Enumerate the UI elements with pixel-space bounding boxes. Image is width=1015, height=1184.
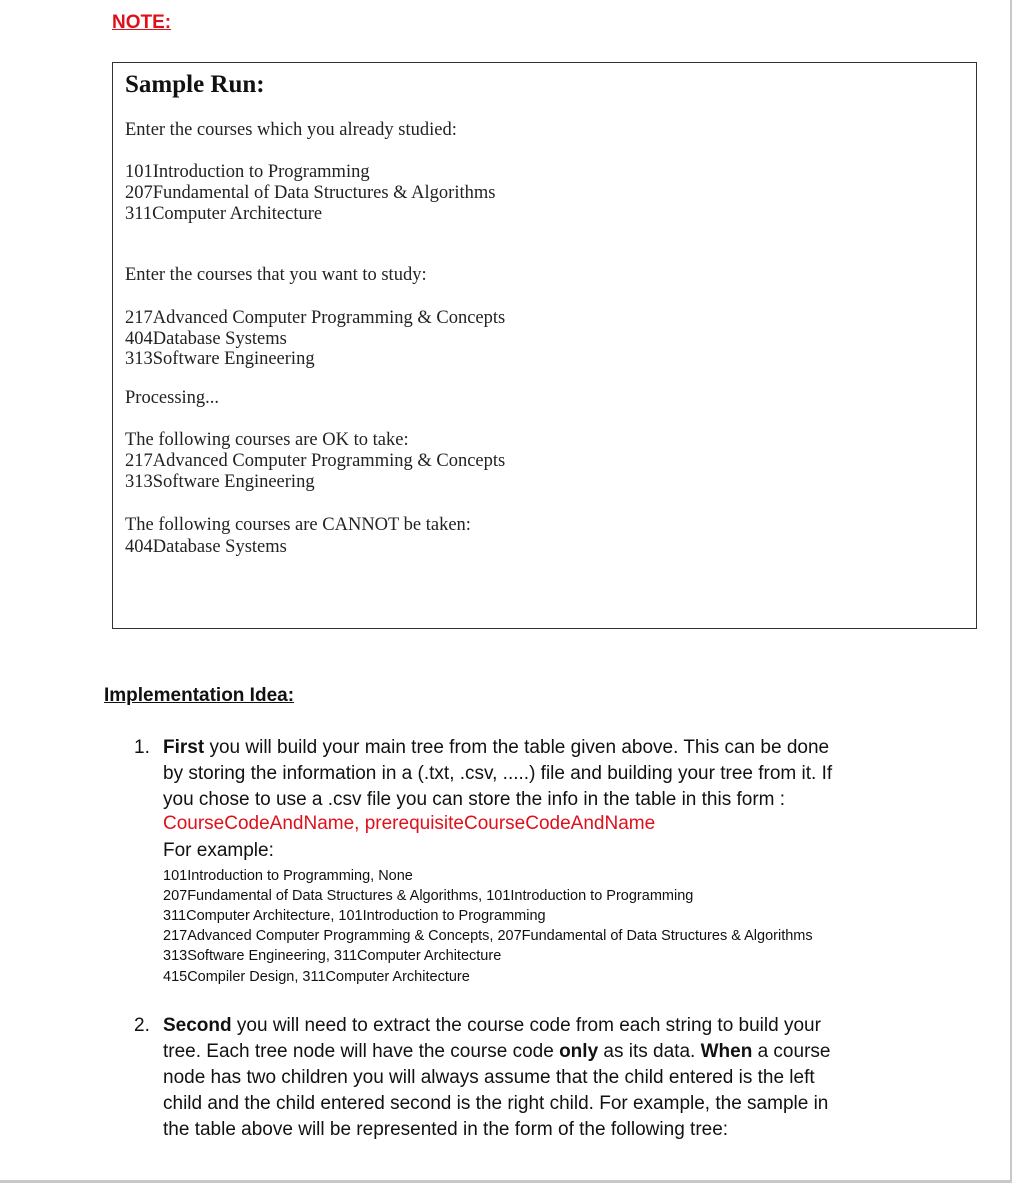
item1-line bbox=[163, 735, 863, 761]
bold-text: First bbox=[163, 737, 205, 758]
example-label: For example: bbox=[163, 840, 274, 861]
sample-run-line: 404Database Systems bbox=[125, 329, 287, 349]
text-span: tree. Each tree node will have the course code bbox=[163, 1041, 560, 1062]
bold-text: Second bbox=[163, 1015, 232, 1036]
sample-run-line: 313Software Engineering bbox=[125, 349, 315, 369]
sample-run-box bbox=[112, 62, 977, 629]
example-line: 313Software Engineering, 311Computer Architecture bbox=[163, 948, 502, 964]
item1-line: by storing the information in a (.txt, .csv, .....) file and building your tree from it. If bbox=[163, 763, 833, 784]
example-line: 101Introduction to Programming, None bbox=[163, 868, 413, 884]
sample-run-line: The following courses are CANNOT be taken: bbox=[125, 515, 471, 535]
list-number: 2. bbox=[134, 1015, 150, 1036]
text-span: you will need to extract the course code from each string to build your bbox=[231, 1015, 821, 1036]
sample-run-line: 313Software Engineering bbox=[125, 472, 315, 492]
text-span: as its data. bbox=[598, 1041, 701, 1062]
item2-line bbox=[163, 1039, 863, 1065]
item1-line: you chose to use a .csv file you can store the info in the table in this form : bbox=[163, 789, 786, 810]
bold-text: When bbox=[700, 1041, 753, 1062]
note-heading: NOTE: bbox=[112, 12, 172, 33]
item2-line: node has two children you will always assume that the child entered is the left bbox=[163, 1067, 815, 1088]
sample-run-line: 101Introduction to Programming bbox=[125, 162, 370, 182]
item2-line: the table above will be represented in the form of the following tree: bbox=[163, 1119, 729, 1140]
sample-run-line: 311Computer Architecture bbox=[125, 204, 323, 224]
item2-line: child and the child entered second is the right child. For example, the sample in bbox=[163, 1093, 829, 1114]
sample-run-title: Sample Run: bbox=[125, 71, 265, 98]
sample-run-line: 404Database Systems bbox=[125, 537, 287, 557]
example-line: 207Fundamental of Data Structures & Algorithms, 101Introduction to Programming bbox=[163, 888, 694, 904]
sample-run-line: 217Advanced Computer Programming & Concepts bbox=[125, 451, 506, 471]
csv-format-text: CourseCodeAndName, prerequisiteCourseCodeAndName bbox=[163, 813, 656, 834]
item2-line bbox=[163, 1013, 863, 1039]
example-line: 217Advanced Computer Programming & Concepts, 207Fundamental of Data Structures & Algorithms bbox=[163, 928, 813, 944]
text-span: a course bbox=[752, 1041, 831, 1062]
sample-run-line: Enter the courses that you want to study: bbox=[125, 265, 427, 285]
text-span: you will build your main tree from the table given above. This can be done bbox=[204, 737, 830, 758]
item1-paragraph bbox=[163, 735, 863, 813]
item2-paragraph bbox=[163, 1013, 863, 1143]
sample-run-line: Enter the courses which you already studied: bbox=[125, 120, 457, 140]
sample-run-line: The following courses are OK to take: bbox=[125, 430, 409, 450]
example-line: 311Computer Architecture, 101Introduction to Programming bbox=[163, 908, 546, 924]
example-line: 415Compiler Design, 311Computer Architecture bbox=[163, 969, 470, 985]
implementation-heading: Implementation Idea: bbox=[104, 685, 295, 706]
sample-run-line: 217Advanced Computer Programming & Concepts bbox=[125, 308, 506, 328]
bold-text: only bbox=[559, 1041, 599, 1062]
list-number: 1. bbox=[134, 737, 150, 758]
sample-run-line: 207Fundamental of Data Structures & Algorithms bbox=[125, 183, 496, 203]
sample-run-line: Processing... bbox=[125, 388, 220, 408]
